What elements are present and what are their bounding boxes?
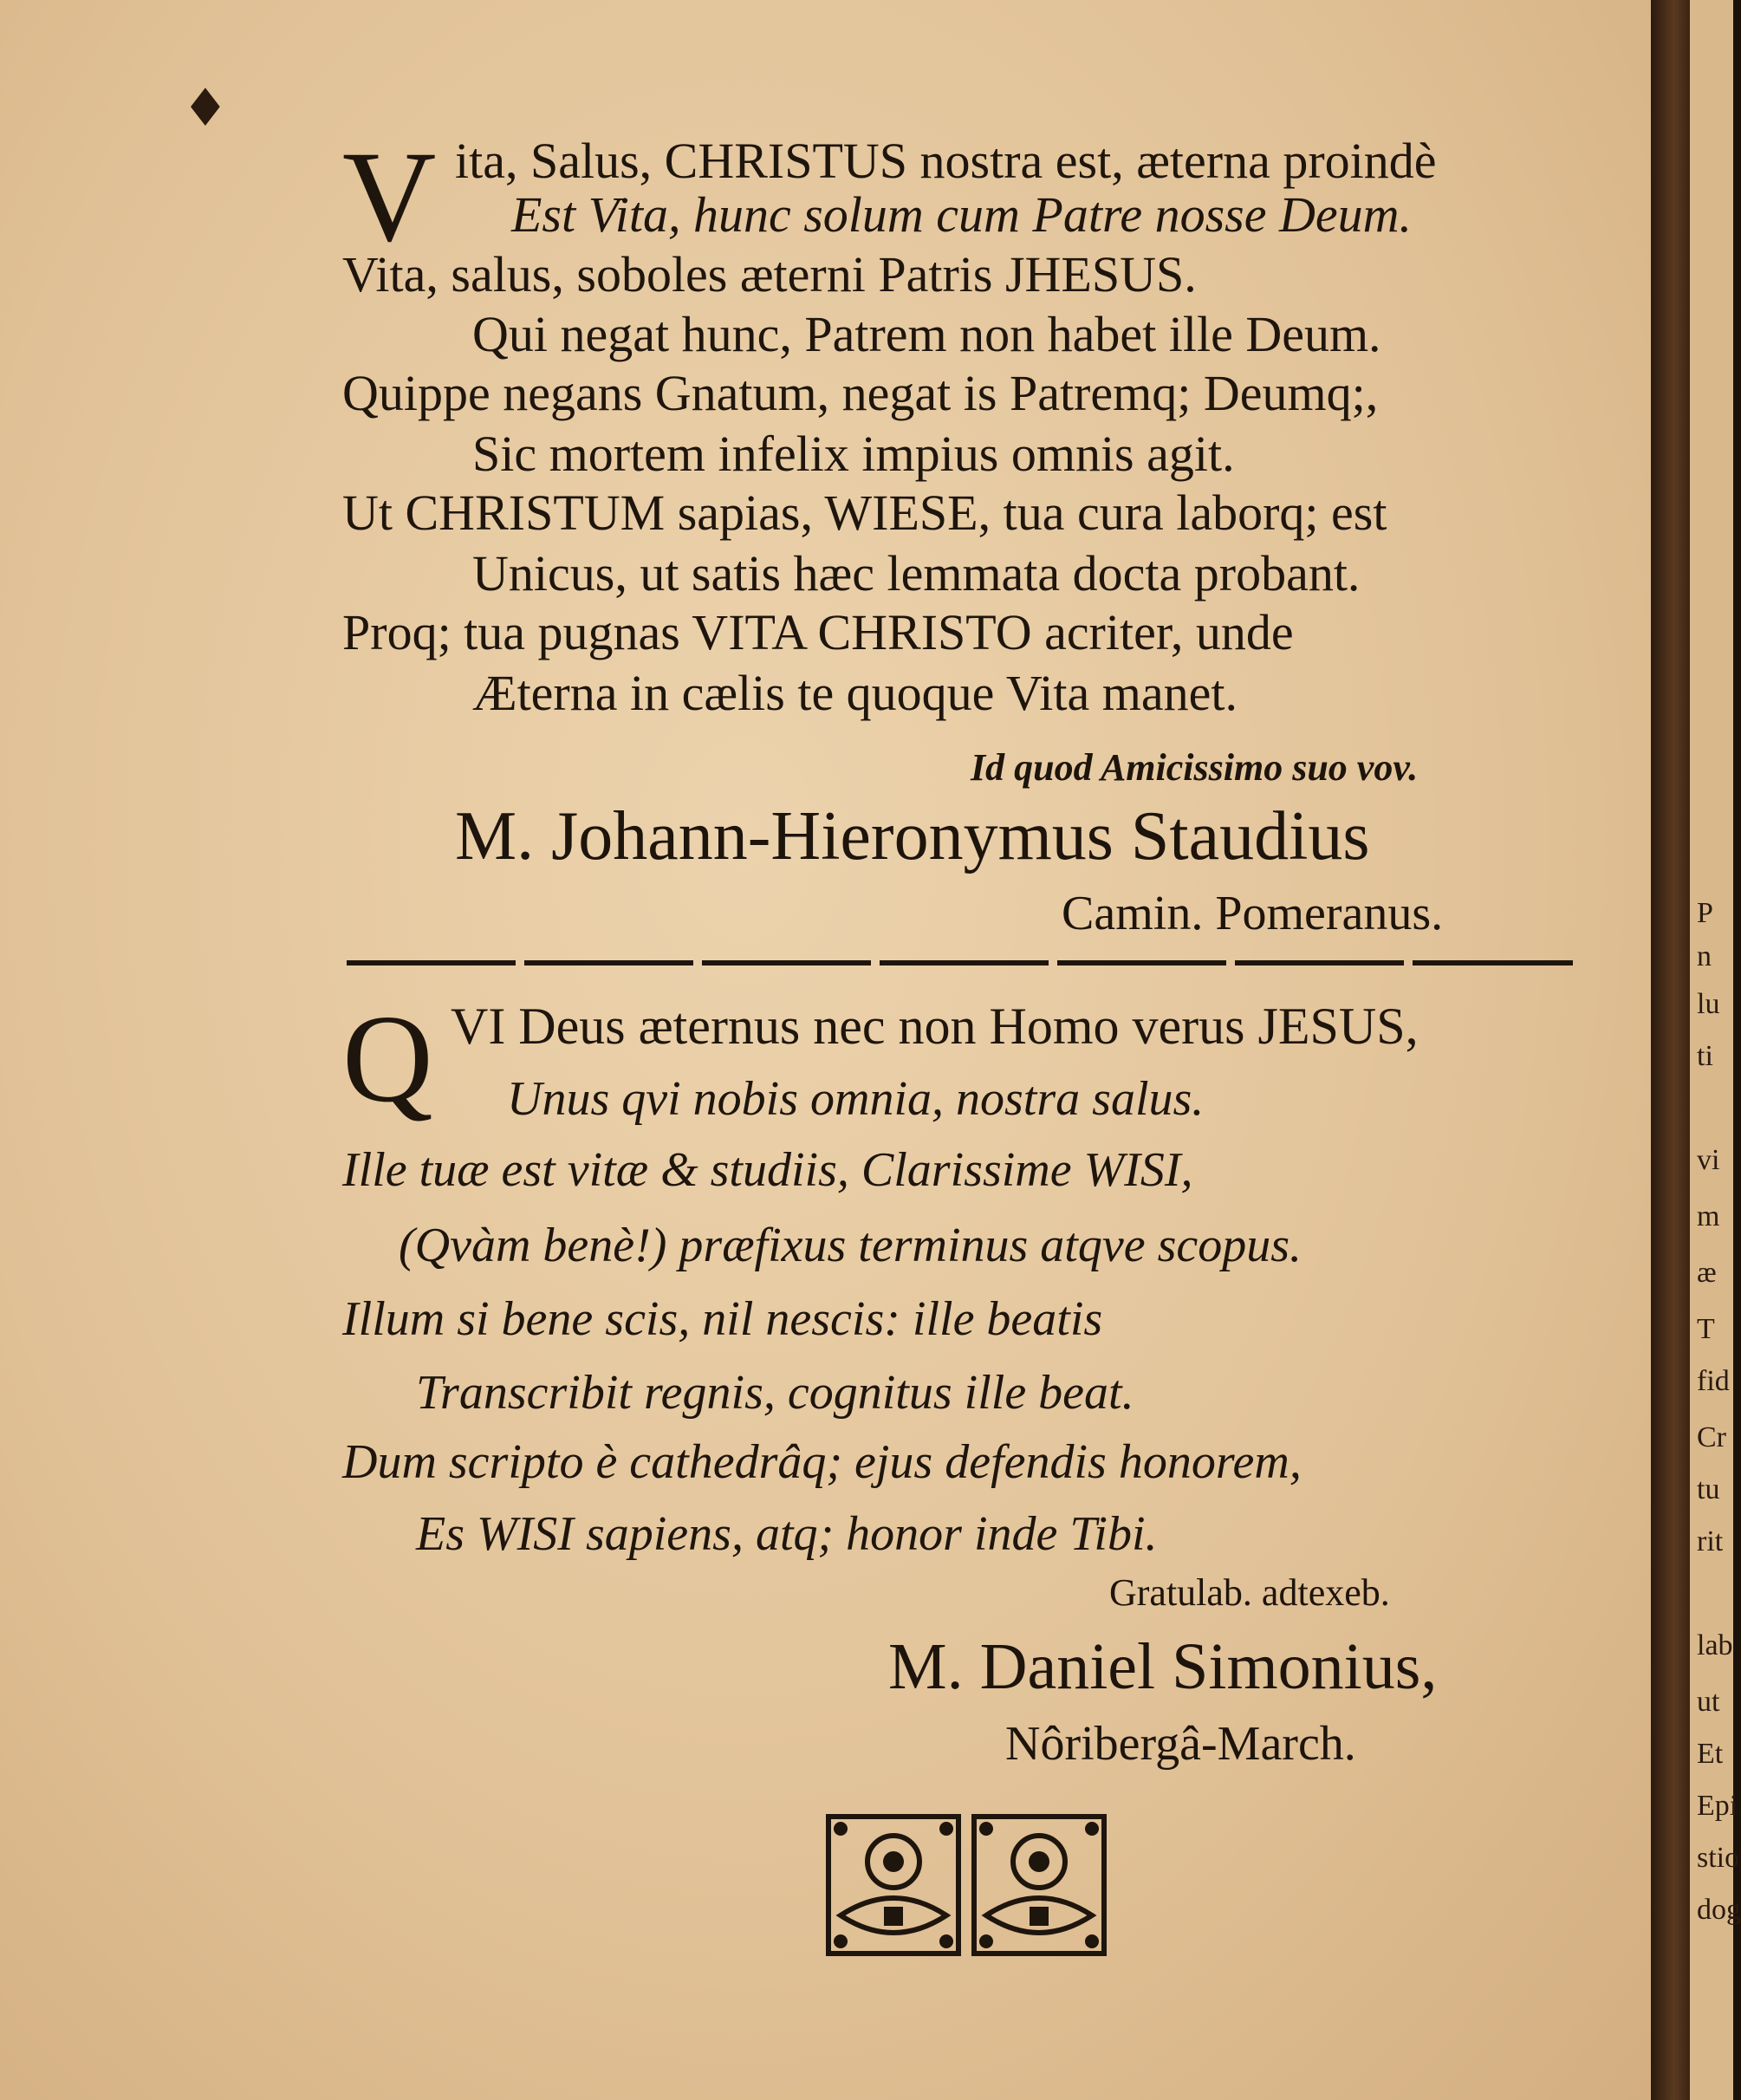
poem2-line: Illum si bene scis, nil nescis: ille beatis bbox=[342, 1292, 1103, 1346]
poem2-line: VI Deus æternus nec non Homo verus JESUS, bbox=[451, 998, 1419, 1055]
poem1-dropcap: V bbox=[342, 125, 437, 269]
poem1-line: ita, Salus, CHRISTUS nostra est, æterna proindè bbox=[455, 133, 1437, 189]
poem1-line: Vita, salus, soboles æterni Patris JHESUS. bbox=[342, 246, 1197, 302]
facing-text: P bbox=[1697, 897, 1713, 929]
poem1-dedication: Id quod Amicissimo suo vov. bbox=[971, 746, 1419, 789]
poem2-dropcap: Q bbox=[342, 990, 433, 1128]
poem1-line: Est Vita, hunc solum cum Patre nosse Deum. bbox=[511, 186, 1413, 243]
facing-text: dog bbox=[1697, 1894, 1741, 1926]
poem1-line: Qui negat hunc, Patrem non habet ille Deum. bbox=[472, 306, 1381, 362]
facing-text: lab bbox=[1697, 1629, 1733, 1661]
book-gutter bbox=[1651, 0, 1690, 2100]
facing-page-edge bbox=[1690, 0, 1741, 2100]
poem2-line: Ille tuæ est vitæ & studiis, Clarissime WISI, bbox=[342, 1143, 1193, 1197]
facing-text: m bbox=[1697, 1200, 1720, 1232]
facing-text: T bbox=[1697, 1313, 1715, 1345]
poem1-line: Proq; tua pugnas VITA CHRISTO acriter, unde bbox=[342, 604, 1294, 660]
facing-text: ti bbox=[1697, 1040, 1713, 1072]
facing-text: tu bbox=[1697, 1473, 1720, 1505]
poem1-line: Æterna in cælis te quoque Vita manet. bbox=[472, 665, 1238, 721]
divider-rule bbox=[347, 959, 1573, 967]
facing-text: Et bbox=[1697, 1738, 1724, 1770]
facing-text: æ bbox=[1697, 1257, 1717, 1289]
poem1-line: Quippe negans Gnatum, negat is Patremq; Deumq;, bbox=[342, 365, 1379, 421]
printers-ornament bbox=[823, 1811, 1109, 1959]
poem2-line: (Qvàm benè!) præfixus terminus atqve scopus. bbox=[399, 1219, 1303, 1272]
facing-text: vi bbox=[1697, 1144, 1720, 1176]
facing-text: lu bbox=[1697, 988, 1720, 1020]
poem2-line: Transcribit regnis, cognitus ille beat. bbox=[416, 1366, 1134, 1420]
facing-text: n bbox=[1697, 940, 1712, 972]
poem1-author: M. Johann-Hieronymus Staudius bbox=[455, 798, 1370, 874]
poem2-dedication: Gratulab. adtexeb. bbox=[1109, 1571, 1390, 1614]
poem1-line: Ut CHRISTUM sapias, WIESE, tua cura laborq; est bbox=[342, 484, 1387, 541]
poem1-origin: Camin. Pomeranus. bbox=[1062, 887, 1444, 940]
poem2-origin: Nôribergâ-March. bbox=[1005, 1717, 1356, 1771]
poem2-line: Unus qvi nobis omnia, nostra salus. bbox=[507, 1072, 1205, 1126]
facing-text: Cr bbox=[1697, 1421, 1726, 1453]
facing-text: fid bbox=[1697, 1365, 1730, 1397]
poem1-line: Unicus, ut satis hæc lemmata docta probant. bbox=[472, 545, 1361, 601]
poem2-author: M. Daniel Simonius, bbox=[888, 1630, 1438, 1703]
poem1-line: Sic mortem infelix impius omnis agit. bbox=[472, 426, 1235, 482]
facing-text: stio bbox=[1697, 1842, 1740, 1874]
facing-text: ut bbox=[1697, 1686, 1720, 1718]
facing-text: Epi bbox=[1697, 1790, 1738, 1822]
poem2-line: Es WISI sapiens, atq; honor inde Tibi. bbox=[416, 1507, 1158, 1561]
page-mark: ♦ bbox=[182, 78, 229, 139]
poem2-line: Dum scripto è cathedrâq; ejus defendis honorem, bbox=[342, 1435, 1302, 1489]
facing-text: rit bbox=[1697, 1525, 1724, 1557]
